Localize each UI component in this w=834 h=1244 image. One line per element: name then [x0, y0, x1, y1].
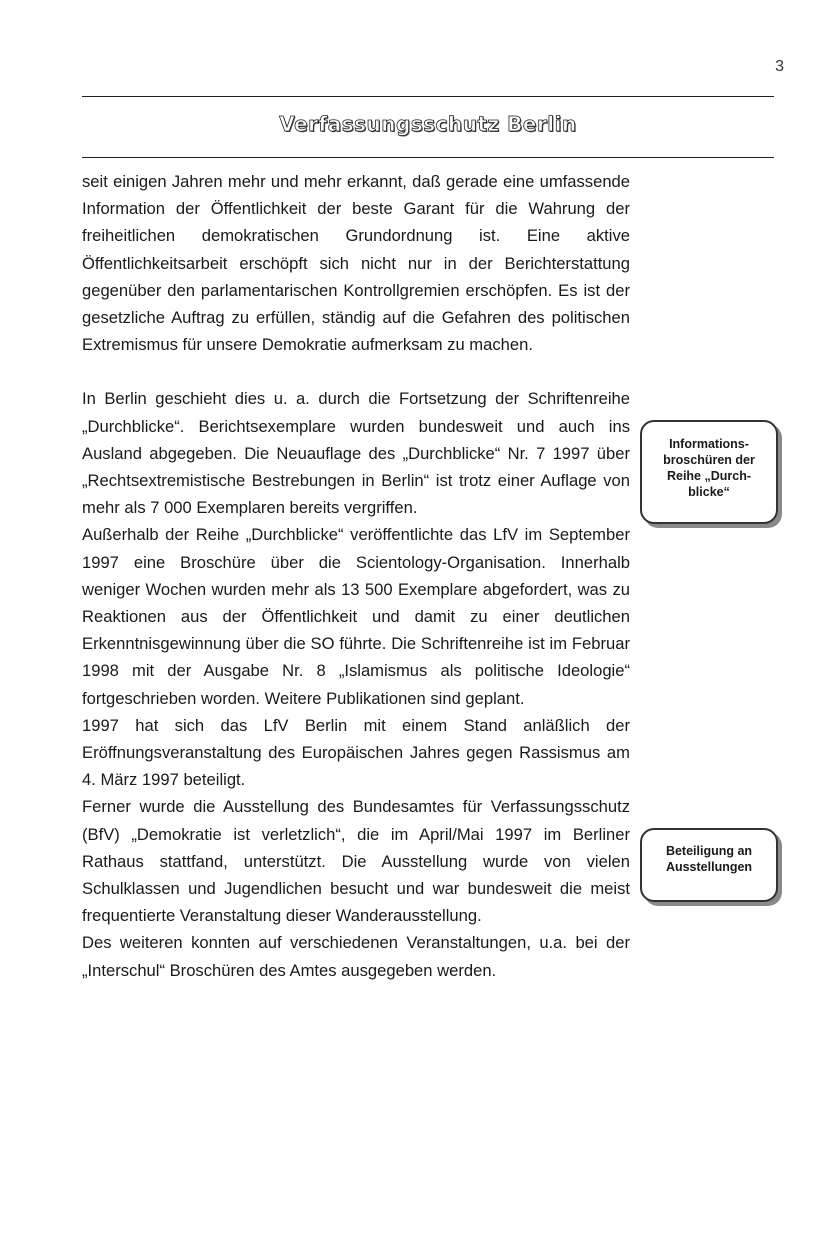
page-number: 3: [775, 58, 784, 75]
sidebar-note-line: Ausstellungen: [665, 860, 753, 874]
paragraph-5: Ferner wurde die Ausstellung des Bundesamtes für Verfassungsschutz (BfV) „Demokratie ist verletzlich“, die im April/Mai 1997 im Berliner Rathaus stattfand, unterstützt. Die Ausstellung wurde von vielen Schulklassen und Jugendlichen besucht und war bundesweit die meist frequentierte Veranstaltung dieser Wanderausstellung.: [82, 797, 630, 926]
sidebar-note-exhibitions: [640, 828, 778, 902]
header-rule-top: [82, 96, 774, 97]
sidebar-note-line: Beteiligung an: [665, 844, 753, 858]
sidebar-note-line: broschüren der: [663, 453, 755, 467]
header-title: Verfassungsschutz Berlin: [279, 112, 577, 136]
paragraph-6: Des weiteren konnten auf verschiedenen Veranstaltungen, u.a. bei der „Interschul“ Broschüren des Amtes ausgegeben werden.: [82, 933, 630, 980]
sidebar-note-line: Reihe „Durch-: [666, 469, 752, 483]
body-text: [82, 168, 630, 984]
paragraph-1: seit einigen Jahren mehr und mehr erkannt, daß gerade eine umfassende Information der Öffentlichkeit der beste Garant für die Wahrung der freiheitlichen demokratischen Grundordnung ist. Eine aktive Öffentlichkeitsarbeit erschöpft sich nicht nur in der Berichterstattung gegenüber den parlamentarischen Kontrollgremien erschöpfen. Es ist der gesetzliche Auftrag zu erfüllen, ständig auf die Gefahren des politischen Extremismus für unsere Demokratie aufmerksam zu machen.: [82, 172, 630, 355]
paragraph-4: 1997 hat sich das LfV Berlin mit einem Stand anläßlich der Eröffnungsveranstaltung des Europäischen Jahres gegen Rassismus am 4. März 1997 beteiligt.: [82, 715, 630, 790]
header-rule-bottom: [82, 157, 774, 158]
sidebar-note-brochures: [640, 420, 778, 524]
sidebar-note-line: Informations-: [669, 437, 749, 451]
paragraph-2: In Berlin geschieht dies u. a. durch die Fortsetzung der Schriftenreihe „Durchblicke“. Berichtsexemplare wurden bundesweit und auch ins Ausland abgegeben. Die Neuauflage des „Durchblicke“ Nr. 7 1997 über „Rechtsextremistische Bestrebungen in Berlin“ ist trotz einer Auflage von mehr als 7 000 Exemplaren bereits vergriffen.: [82, 389, 630, 518]
sidebar-note-line: blicke“: [688, 485, 730, 499]
paragraph-3: Außerhalb der Reihe „Durchblicke“ veröffentlichte das LfV im September 1997 eine Broschüre über die Scientology-Organisation. Innerhalb weniger Wochen wurden mehr als 13 500 Exemplare abgefordert, was zu Reaktionen aus der Öffentlichkeit und damit zu einer deutlichen Erkenntnisgewinnung über die SO führte. Die Schriftenreihe ist im Februar 1998 mit der Ausgabe Nr. 8 „Islamismus als politische Ideologie“ fortgeschrieben worden. Weitere Publikationen sind geplant.: [82, 525, 630, 708]
